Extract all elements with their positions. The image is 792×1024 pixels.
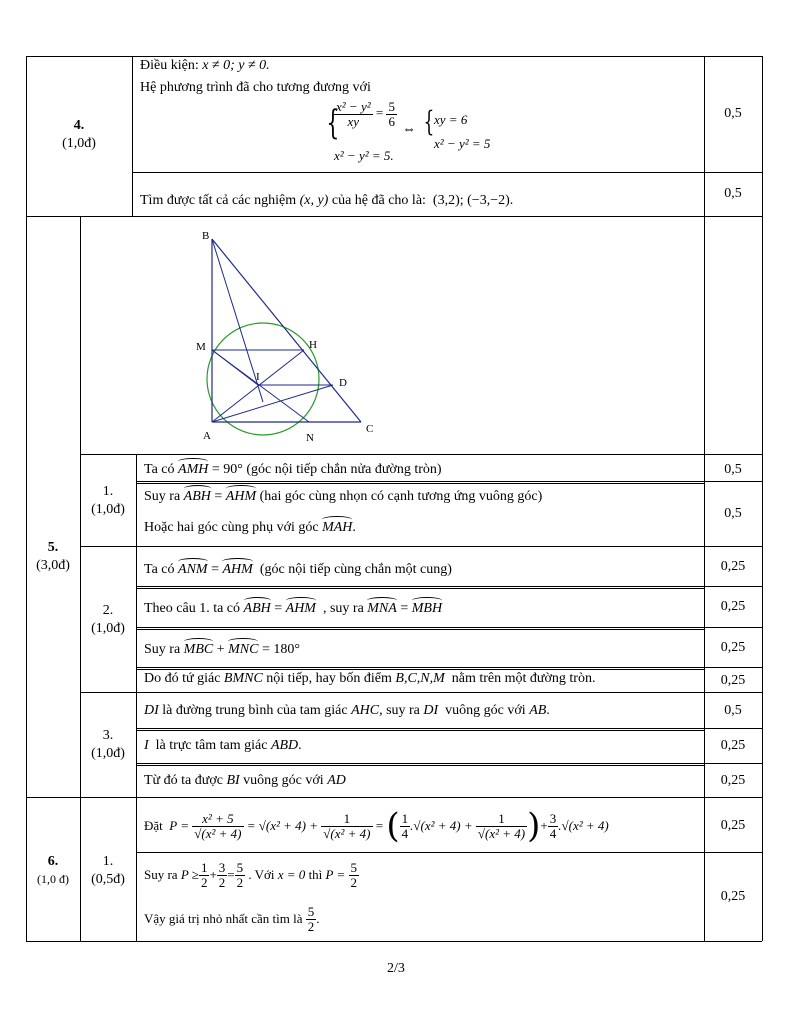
p3-row3-score: 0,25	[720, 773, 746, 788]
paren-close: )	[527, 806, 541, 846]
p2-row-divider-2b	[136, 629, 704, 630]
q6-f2-den: √(x² + 4)	[323, 825, 371, 841]
q6-r2-d-den: 2	[350, 874, 358, 890]
q6-eq2: =	[375, 818, 384, 833]
sys1-row2-text: x² − y² = 5.	[334, 148, 394, 163]
q5-label: 5.	[47, 540, 59, 555]
q6-r2-c-den: 2	[236, 874, 244, 890]
p3-row2-score: 0,25	[720, 738, 746, 753]
p2-row1: Ta có ANM = AHM (góc nội tiếp cùng chắn một cung)	[144, 562, 452, 577]
p3-row1-f: vuông góc với	[445, 703, 526, 718]
p2-row-divider-3	[136, 667, 762, 668]
segment-AD	[212, 385, 333, 422]
equiv-arrow: ⇔	[402, 122, 416, 137]
q6-row2-prefix: Suy ra	[144, 867, 178, 882]
q6-r2-d-num: 5	[350, 859, 358, 875]
sys1-numerator: x² − y²	[336, 99, 371, 114]
p1-row23-score: 0,5	[724, 506, 742, 521]
label-I: I	[256, 371, 260, 383]
p3-row2: I là trực tâm tam giác ABD.	[144, 738, 302, 753]
condition-value: x ≠ 0; y ≠ 0.	[202, 58, 270, 73]
p3-row-divider-1	[136, 728, 762, 729]
p2-row2-prefix: Theo câu 1. ta có	[144, 601, 241, 616]
p3-row1: DI là đường trung bình của tam giác AHC, suy ra DI vuông góc với AB.	[144, 703, 550, 718]
p2-row2: Theo câu 1. ta có ABH = AHM , suy ra MNA = MBH	[144, 601, 443, 616]
q6-row23-score: 0,25	[720, 889, 746, 904]
q6-p3-tail: .√(x² + 4)	[558, 818, 609, 833]
q6-r2-mid: . Với	[248, 867, 275, 882]
q6-row2-P: P ≥	[180, 867, 199, 882]
q6-row2	[144, 856, 359, 894]
q6-p3-den: 4	[549, 825, 557, 841]
q5-part2-points: (1,0đ)	[91, 621, 125, 636]
angle-AHM-3: AHM	[285, 601, 316, 616]
q6-row1-score: 0,25	[720, 818, 746, 833]
angle-MBC: MBC	[183, 642, 214, 657]
p3-row1-a: DI	[144, 703, 159, 718]
p3-row2-b: là trực tâm tam giác	[155, 738, 268, 753]
p3-row1-d: , suy ra	[379, 703, 420, 718]
content-column-divider	[136, 454, 137, 941]
q6-p3-num: 3	[549, 810, 557, 826]
sys1-rhs-denominator: 6	[388, 113, 395, 129]
q6-r2-a-den: 2	[200, 874, 208, 890]
q6-eq1: = √(x² + 4) +	[246, 818, 319, 833]
q6-f1-den: √(x² + 4)	[194, 825, 242, 841]
q6-p1-num: 1	[401, 810, 409, 826]
q6-row1-P: P =	[169, 818, 190, 833]
q6-label: 6.	[47, 854, 59, 869]
q6-row-divider	[136, 852, 762, 853]
q6-p1-den: 4	[401, 825, 409, 841]
q6-r2-eq: =	[227, 867, 235, 882]
part-column-divider	[80, 216, 81, 941]
p2-row3-score: 0,25	[720, 640, 746, 655]
p3-row3-c: vuông góc với	[243, 773, 324, 788]
table-border-top	[26, 56, 762, 57]
q4-equiv-intro: Hệ phương trình đã cho tương đương với	[140, 80, 371, 95]
q4-row-divider	[132, 172, 762, 173]
p2-row4	[144, 671, 595, 687]
q6-p2-den: √(x² + 4)	[477, 825, 526, 841]
segment-MI	[212, 350, 258, 385]
p2-row-divider-2	[136, 627, 762, 628]
angle-ANM: ANM	[178, 562, 208, 577]
q5-part1-label: 1.	[102, 484, 114, 499]
q6-row3-prefix: Vậy giá trị nhỏ nhất cần tìm là	[144, 911, 303, 926]
q6-p1-tail: .√(x² + 4) +	[410, 818, 473, 833]
p1-row-divider-b	[136, 483, 704, 484]
row-divider-q4-q5	[26, 216, 762, 217]
p3-row3-b: BI	[226, 773, 240, 788]
q6-points: (1,0 đ)	[37, 872, 69, 886]
p2-row1-score: 0,25	[720, 559, 746, 574]
q4-equation-systems	[322, 98, 522, 170]
p2-row1-note: (góc nội tiếp cùng chắn một cung)	[259, 562, 452, 577]
q6-r2-b-num: 3	[218, 859, 226, 875]
p2-row4-score: 0,25	[720, 673, 746, 688]
q6-r2-plus: +	[209, 867, 217, 882]
sys2-row1-text: xy = 6	[434, 112, 468, 127]
solutions-mid: của hệ đã cho là:	[331, 193, 426, 208]
sys1-row2	[334, 148, 394, 164]
q6-row3	[144, 900, 319, 938]
solutions-values: (3,2); (−3,−2).	[432, 193, 514, 208]
table-border-right	[762, 56, 763, 941]
label-B: B	[202, 230, 210, 242]
q5-part3-points: (1,0đ)	[91, 746, 125, 761]
p1-row3-prefix: Hoặc hai góc cùng phụ với góc	[144, 520, 319, 535]
p3-row1-score: 0,5	[724, 703, 742, 718]
p2-row3-prefix: Suy ra	[144, 642, 181, 657]
sys2-row1	[434, 112, 467, 128]
q5-part1-points: (1,0đ)	[91, 502, 125, 517]
q6-row1-prefix: Đặt	[144, 818, 163, 833]
q6-part1-label: 1.	[102, 854, 114, 869]
q6-plus: +	[540, 818, 548, 833]
p3-row3-a: Từ đó ta được	[144, 773, 223, 788]
paren-open: (	[386, 806, 400, 846]
q5-points: (3,0đ)	[36, 558, 70, 573]
q4-condition	[140, 58, 270, 74]
p3-row2-c: ABD	[270, 738, 299, 753]
right-brace: {	[423, 105, 435, 138]
q5-figure-divider	[80, 454, 762, 455]
q6-r2-then: thì	[308, 867, 323, 882]
p3-row3	[144, 773, 346, 789]
q6-p2-num: 1	[476, 812, 527, 827]
q6-row1	[144, 804, 609, 848]
p2-row-divider-1	[136, 586, 762, 587]
q5-part2-label: 2.	[102, 603, 114, 618]
q6-r3-den: 2	[307, 918, 315, 934]
q6-r3-num: 5	[307, 903, 315, 919]
q4-solutions	[140, 193, 513, 209]
label-N: N	[306, 432, 314, 444]
q5-part1-part2-divider	[80, 546, 762, 547]
p1-row1-score: 0,5	[724, 462, 742, 477]
q6-r2-c-num: 5	[236, 859, 244, 875]
q6-r3-end: .	[316, 911, 320, 926]
p2-row-divider-1b	[136, 588, 704, 589]
p3-row1-e: DI	[423, 703, 439, 718]
p2-row4-text-b: nội tiếp, hay bốn điểm	[266, 671, 392, 686]
p2-row-divider-3b	[136, 669, 704, 670]
p1-row3: Hoặc hai góc cùng phụ với góc MAH.	[144, 520, 356, 535]
q4-label: 4.	[73, 118, 85, 133]
q6-f1-num: x² + 5	[202, 810, 234, 826]
angle-AHM: AHM	[225, 489, 257, 504]
p1-row1-value: = 90°	[211, 462, 243, 477]
p3-row1-c: AHC	[351, 703, 380, 718]
q6-r2-P2: P =	[325, 867, 346, 882]
geometry-figure	[190, 222, 390, 450]
angle-AHM-2: AHM	[222, 562, 253, 577]
solutions-pair: (x, y)	[299, 193, 329, 208]
p2-row4-text-c: nằm trên một đường tròn.	[451, 671, 596, 686]
q4-points: (1,0đ)	[62, 136, 96, 151]
p2-row4-points: B,C,N,M	[395, 671, 445, 686]
angle-ABH: ABH	[183, 489, 211, 504]
label-H: H	[309, 339, 317, 351]
p3-row-divider-2	[136, 763, 762, 764]
q6-f2-num: 1	[321, 812, 372, 827]
p1-row1	[144, 462, 442, 478]
p2-row4-quad: BMNC	[223, 671, 263, 686]
sys1-row1: $\frac{\text{x² − y²}}{xy}$ = $\frac{5}{6}$	[336, 99, 395, 129]
sys2-row2	[434, 136, 490, 152]
q6-r2-a-num: 1	[200, 859, 208, 875]
q4-score-1: 0,5	[724, 106, 742, 121]
angle-MNC: MNC	[228, 642, 259, 657]
q6-r2-x: x = 0	[277, 867, 306, 882]
p2-row4-text-a: Do đó tứ giác	[144, 671, 221, 686]
label-C: C	[366, 423, 374, 435]
angle-MAH: MAH	[322, 520, 353, 535]
p3-row2-a: I	[144, 738, 149, 753]
angle-AMH: AMH	[178, 462, 209, 477]
q4-score-2: 0,5	[724, 186, 742, 201]
p3-row1-b: là đường trung bình của tam giác	[162, 703, 348, 718]
p1-row1-note: (góc nội tiếp chắn nửa đường tròn)	[246, 462, 442, 477]
sys2-row2-text: x² − y² = 5	[434, 136, 491, 151]
p3-row1-g: AB	[529, 703, 547, 718]
p2-row2-mid: , suy ra	[322, 601, 364, 616]
p3-row3-d: AD	[327, 773, 346, 788]
p2-row2-score: 0,25	[720, 599, 746, 614]
angle-MNA: MNA	[367, 601, 397, 616]
p3-row-divider-1b	[136, 730, 704, 731]
table-border-left	[26, 56, 27, 941]
label-A: A	[203, 430, 211, 442]
p1-row-divider-a	[136, 481, 762, 482]
q5-part3-label: 3.	[102, 728, 114, 743]
solutions-text: Tìm được tất cả các nghiệm	[140, 193, 297, 208]
p2-row3-value: = 180°	[261, 642, 300, 657]
q5-part2-part3-divider	[80, 692, 762, 693]
angle-ABH-2: ABH	[243, 601, 271, 616]
sys1-denominator: xy	[347, 113, 360, 129]
angle-MBH: MBH	[411, 601, 443, 616]
label-D: D	[339, 377, 347, 389]
condition-label: Điều kiện:	[140, 58, 199, 73]
p1-row2-note: (hai góc cùng nhọn có cạnh tương ứng vuông góc)	[259, 489, 543, 504]
page-number: 2/3	[387, 961, 405, 976]
sys1-rhs-numerator: 5	[388, 99, 395, 114]
q6-part1-points: (0,5đ)	[91, 872, 125, 887]
p3-row-divider-2b	[136, 765, 704, 766]
label-M: M	[196, 341, 206, 353]
table-border-bottom	[26, 941, 762, 942]
q4-column-divider	[132, 56, 133, 216]
p2-row3: Suy ra MBC + MNC = 180°	[144, 642, 300, 657]
p1-row1-prefix: Ta có	[144, 462, 175, 477]
q6-r2-b-den: 2	[218, 874, 226, 890]
p1-row2: Suy ra ABH = AHM (hai góc cùng nhọn có cạnh tương ứng vuông góc)	[144, 489, 543, 504]
p1-row2-prefix: Suy ra	[144, 489, 181, 504]
left-brace: {	[326, 103, 340, 143]
p2-row1-prefix: Ta có	[144, 562, 175, 577]
